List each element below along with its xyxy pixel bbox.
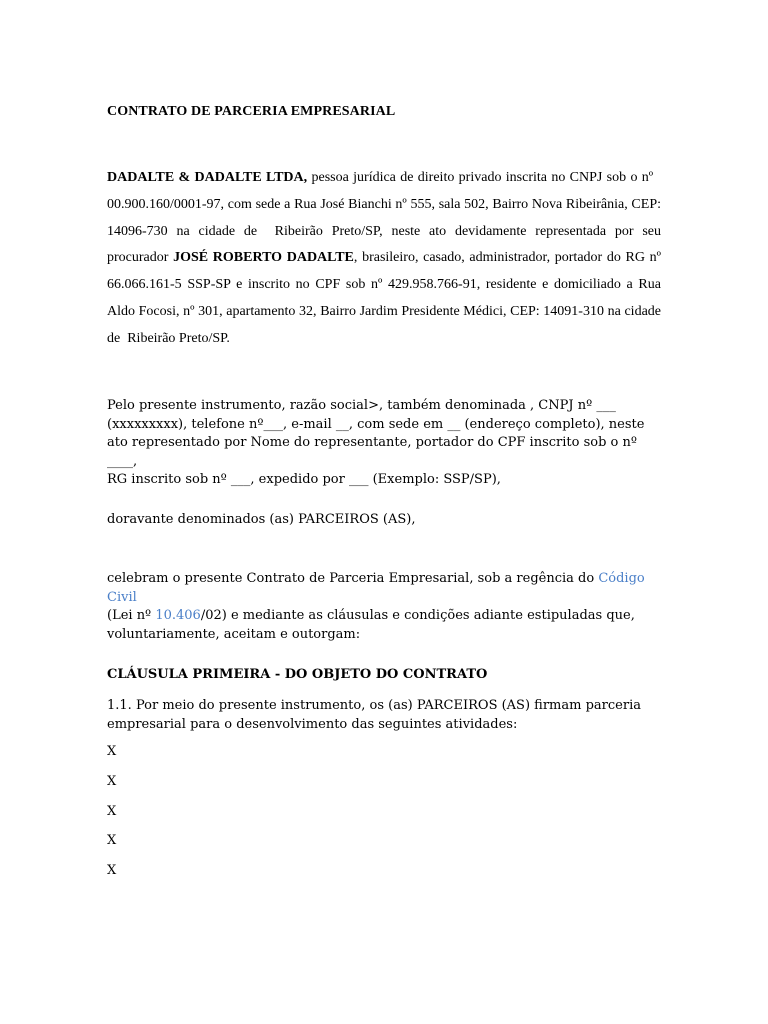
- representative-name: JOSÉ ROBERTO DADALTE: [173, 250, 354, 266]
- instrument-line: (xxxxxxxxx), telefone nº___, e-mail __, com sede em __ (endereço completo), neste: [107, 416, 645, 432]
- document-title: CONTRATO DE PARCERIA EMPRESARIAL: [107, 104, 396, 119]
- clause-1-line: 1.1. Por meio do presente instrumento, os (as) PARCEIROS (AS) firmam parceria: [107, 698, 641, 713]
- instrument-paragraph: [107, 397, 663, 490]
- activity-item: X: [107, 744, 117, 759]
- celebram-text: (Lei nº: [107, 608, 156, 623]
- instrument-line: Pelo presente instrumento, razão social>, também denominada , CNPJ nº ___: [107, 398, 616, 413]
- activity-item: X: [107, 804, 117, 819]
- celebram-text: celebram o presente Contrato de Parceria Empresarial, sob a regência do: [107, 571, 599, 586]
- instrument-line: ato representado por Nome do representante, portador do CPF inscrito sob o nº ____,: [107, 435, 637, 469]
- clause-1-title: CLÁUSULA PRIMEIRA - DO OBJETO DO CONTRATO: [107, 667, 488, 682]
- party-text-1: pessoa jurídica de direito privado inscrita no CNPJ sob o nº 00.900.160/0001-97, com sede a Rua José Bianchi nº 555, sala 502, Bairro Nova Ribeirânia, CEP: 14096-730 na cidade de Ribeirão Preto/SP, neste ato devidamente representada por seu procurador: [107, 170, 661, 266]
- doravante-paragraph: doravante denominados (as) PARCEIROS (AS),: [107, 512, 416, 527]
- codigo-civil-link[interactable]: Código Civil: [107, 571, 645, 605]
- activity-item: X: [107, 774, 117, 789]
- celebram-paragraph: [107, 570, 663, 644]
- instrument-line: RG inscrito sob nº ___, expedido por ___ (Exemplo: SSP/SP),: [107, 472, 501, 487]
- company-name: DADALTE & DADALTE LTDA,: [107, 170, 308, 185]
- activity-item: X: [107, 833, 117, 848]
- celebram-line: voluntariamente, aceitam e outorgam:: [107, 626, 361, 642]
- clause-1-line: empresarial para o desenvolvimento das seguintes atividades:: [107, 716, 518, 732]
- party-text-2: , brasileiro, casado, administrador, portador do RG nº 66.066.161-5 SSP-SP e inscrito no CPF sob nº 429.958.766-91, residente e domiciliado a Rua Aldo Focosi, nº 301, apartamento 32, Bairro Jardim Presidente Médici, CEP: 14091-310 na cidade de Ribeirão Preto/SP.: [107, 250, 662, 346]
- activity-item: X: [107, 863, 117, 878]
- celebram-line: [107, 607, 663, 626]
- celebram-line: [107, 570, 663, 607]
- lei-10406-link[interactable]: 10.406: [155, 608, 201, 623]
- party-paragraph: [107, 165, 661, 353]
- celebram-text: /02) e mediante as cláusulas e condições adiante estipuladas que,: [200, 608, 635, 623]
- clause-1-body: [107, 697, 663, 734]
